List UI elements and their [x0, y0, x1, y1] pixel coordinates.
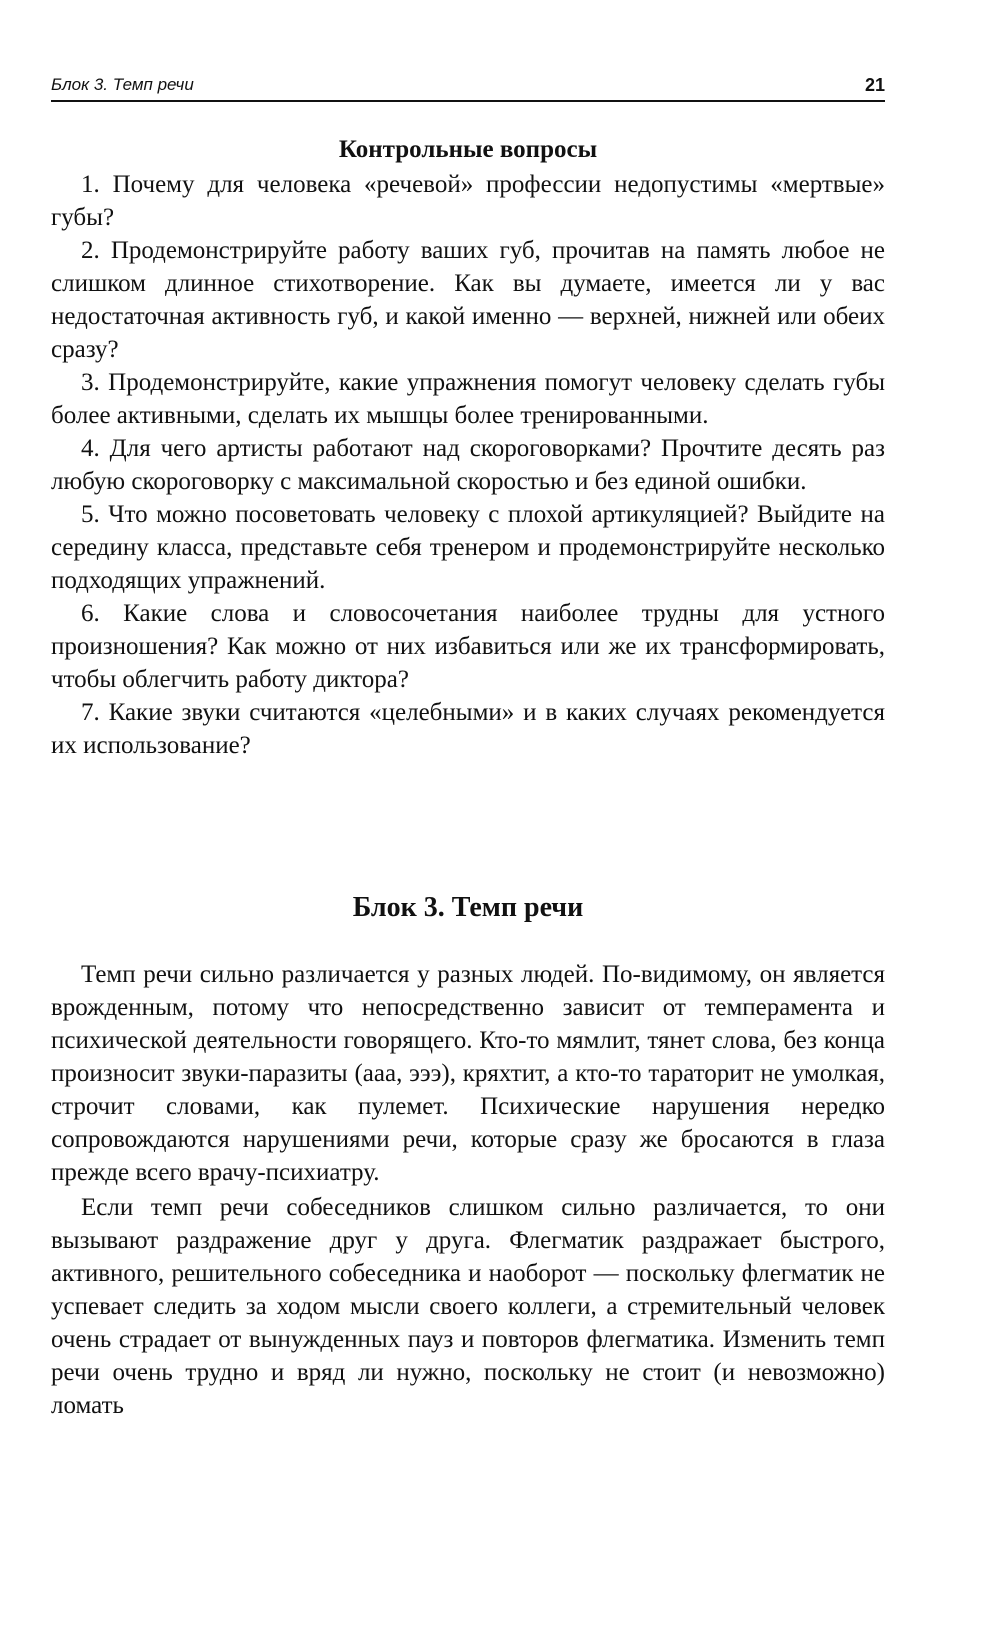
question-item: 4. Для чего артисты работают над скороговорками? Прочтите десять раз любую скороговорку с максимальной скоростью и без единой ошибки. [51, 435, 885, 495]
control-questions-section [51, 134, 885, 762]
block-heading-container [51, 890, 885, 926]
body-paragraph: Если темп речи собеседников слишком сильно различается, то они вызывают раздражение друг у друга. Флегматик раздражает быстрого, активного, решительного собеседника и наоборот — поскольку флегматик не успевает следить за ходом мысли своего коллеги, а стремительный человек очень страдает от вынужденных пауз и повторов флегматика. Изменить темп речи очень трудно и вряд ли нужно, поскольку не стоит (и невозможно) ломать [51, 1194, 885, 1419]
book-page [51, 0, 885, 1629]
question-item: 6. Какие слова и словосочетания наиболее трудны для устного произношения? Как можно от них избавиться или же их трансформировать, чтобы облегчить работу диктора? [51, 600, 885, 693]
page-number: 21 [864, 75, 885, 95]
running-title: Блок 3. Темп речи [51, 75, 194, 94]
question-item: 3. Продемонстрируйте, какие упражнения помогут человеку сделать губы более активными, сделать их мышцы более тренированными. [51, 369, 885, 429]
question-item: 5. Что можно посоветовать человеку с плохой артикуляцией? Выйдите на середину класса, представьте себя тренером и продемонстрируйте несколько подходящих упражнений. [51, 501, 885, 594]
control-questions-heading: Контрольные вопросы [338, 136, 598, 163]
running-header [51, 74, 885, 102]
block-body [51, 958, 885, 1424]
body-paragraph: Темп речи сильно различается у разных людей. По-видимому, он является врожденным, потому что непосредственно зависит от темперамента и психической деятельности говорящего. Кто-то мямлит, тянет слова, без конца произносит звуки-паразиты (ааа, эээ), кряхтит, а кто-то тараторит не умолкая, строчит словами, как пулемет. Психические нарушения нередко сопровождаются нарушениями речи, которые сразу же бросаются в глаза прежде всего врачу-психиатру. [51, 961, 885, 1186]
question-item: 7. Какие звуки считаются «целебными» и в каких случаях рекомендуется их использование? [51, 699, 885, 759]
question-item: 1. Почему для человека «речевой» профессии недопустимы «мертвые» губы? [51, 171, 885, 231]
block-heading: Блок 3. Темп речи [352, 892, 584, 923]
question-item: 2. Продемонстрируйте работу ваших губ, прочитав на память любое не слишком длинное стихотворение. Как вы думаете, имеется ли у вас недостаточная активность губ, и какой именно — верхней, нижней или обеих сразу? [51, 237, 885, 363]
